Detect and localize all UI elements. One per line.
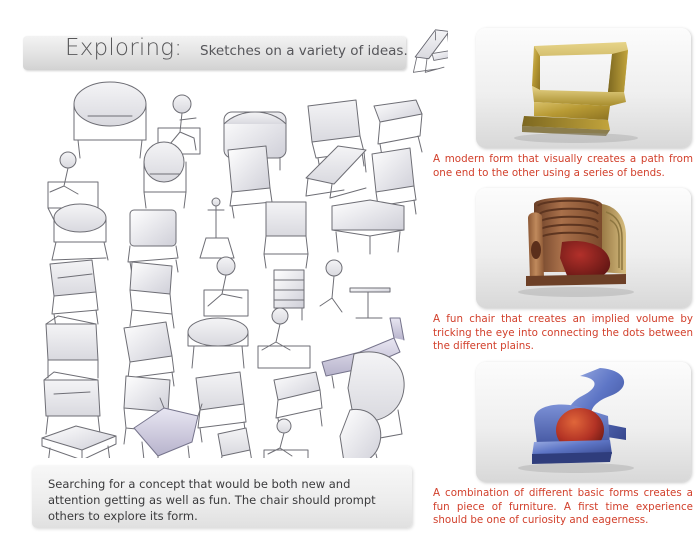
render-gold-bend-chair-frame	[476, 28, 691, 148]
render-gold-bend-chair	[428, 28, 692, 180]
render-brown-layered-chair	[428, 188, 692, 354]
render-gold-bend-chair-caption: A modern form that visually creates a path from one end to the other using a series of bends.	[433, 153, 693, 179]
render-brown-layered-chair-image	[476, 188, 691, 308]
sketch-svg	[18, 18, 448, 458]
render-blue-wave-chair	[428, 362, 692, 528]
render-brown-layered-chair-frame	[476, 188, 691, 308]
render-gold-bend-chair-image	[476, 28, 691, 148]
page-subtitle: Sketches on a variety of ideas.	[200, 43, 408, 59]
sketch-panel	[10, 8, 450, 533]
page-title: Exploring:	[65, 35, 183, 61]
render-blue-wave-chair-image	[476, 362, 691, 482]
render-blue-wave-chair-frame	[476, 362, 691, 482]
render-brown-layered-chair-caption: A fun chair that creates an implied volume by tricking the eye into connecting the dots between the different plains.	[433, 313, 693, 353]
render-blue-wave-chair-caption: A combination of different basic forms creates a fun piece of furniture. A first time experience should be one of curiosity and eagerness.	[433, 486, 693, 527]
sketch-collection	[18, 18, 448, 458]
concept-caption-text: Searching for a concept that would be both new and attention getting as well as fun. The chair should prompt others to explore its form.	[48, 477, 376, 523]
renders-column	[428, 28, 696, 536]
